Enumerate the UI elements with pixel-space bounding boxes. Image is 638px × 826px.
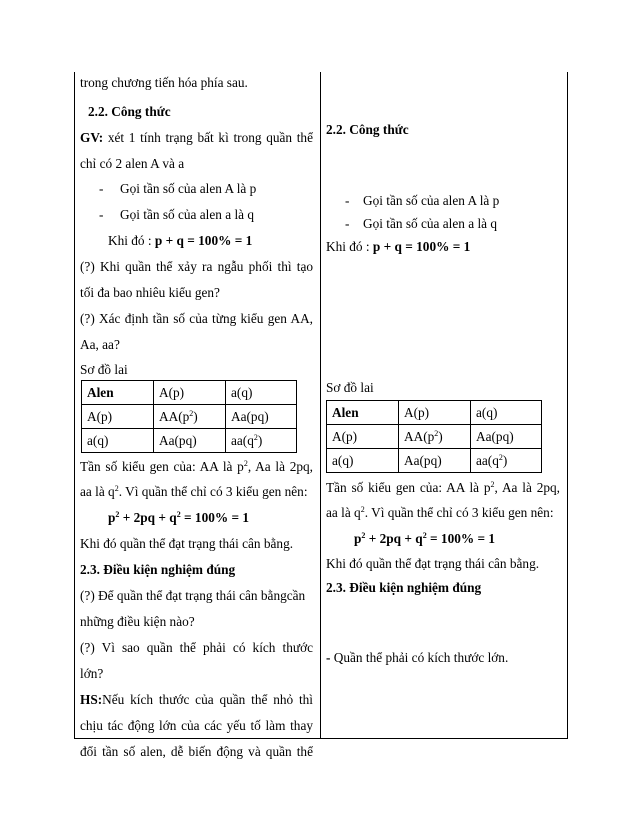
table-cell: $aa(q^2)$ [226,429,297,453]
left-question-2b: Aa, aa? [80,337,120,352]
left-freq-line1: Tần số kiểu gen của: AA là $p^2$, Aa là 2pq, [80,459,313,474]
left-punnett-table [81,380,297,453]
right-so-do-lai: Sơ đồ lai [326,380,374,395]
table-cell: A(p) [399,401,471,425]
left-bullet-dash-2: - [99,207,104,222]
right-bullet-dash-1: - [345,193,350,208]
left-bullet-1: Gọi tần số của alen A là p [120,181,257,196]
table-cell: $AA(p^2)$ [399,425,471,449]
table-cell: A(p) [154,381,226,405]
table-row [327,425,542,449]
left-so-do-lai: Sơ đồ lai [80,362,128,377]
table-cell: a(q) [226,381,297,405]
right-heading-2-2: 2.2. Công thức [326,122,409,137]
left-question-4b: lớn? [80,666,104,681]
right-equilibrium: Khi đó quần thể đạt trạng thái cân bằng. [326,556,540,571]
left-bullet-2: Gọi tần số của alen a là q [120,207,255,222]
table-row [82,405,297,429]
left-question-1a: (?) Khi quần thể xảy ra ngẫu phối thì tạo [80,259,313,274]
gv-label: GV: [80,130,104,145]
table-row [82,381,297,405]
left-question-3a: (?) Để quần thể đạt trạng thái cân bằngcần [80,588,306,603]
left-freq-line2: aa là $q^2$. Vì quần thể chỉ có 3 kiểu gen nên: [80,484,308,499]
column-divider [320,72,321,738]
left-bullet-dash-1: - [99,181,104,196]
right-freq-line2: aa là $q^2$. Vì quần thể chỉ có 3 kiểu gen nên: [326,505,554,520]
left-equilibrium: Khi đó quần thể đạt trạng thái cân bằng. [80,536,294,551]
left-heading-2-3: 2.3. Điều kiện nghiệm đúng [80,562,236,577]
right-bullet-dash-2: - [345,216,350,231]
left-hs-line2: chịu tác động lớn của các yếu tố làm thay [80,718,313,733]
left-hs-line3: đổi tần số alen, dễ biến động và quần thể [80,744,313,759]
table-cell: Alen [82,381,154,405]
left-hs-line1: HS:Nếu kích thước của quần thể nhỏ thì [80,692,313,707]
table-cell: a(q) [82,429,154,453]
table-cell: A(p) [82,405,154,429]
hs-label: HS: [80,692,103,707]
table-row [327,449,542,473]
right-freq-line1: Tần số kiểu gen của: AA là $p^2$, Aa là 2pq, [326,480,560,495]
table-cell: Aa(pq) [399,449,471,473]
table-row [82,429,297,453]
table-row [327,401,542,425]
left-gv-line1: GV: xét 1 tính trạng bất kì trong quần thể [80,130,313,145]
right-condition: - Quần thể phải có kích thước lớn. [326,650,509,665]
left-question-2a: (?) Xác định tần số của từng kiểu gen AA, [80,311,313,326]
left-formula-1: Khi đó : p + q = 100% = 1 [108,233,253,248]
left-question-1b: tối đa bao nhiêu kiểu gen? [80,285,220,300]
table-cell: Aa(pq) [226,405,297,429]
table-cell: A(p) [327,425,399,449]
table-cell: $AA(p^2)$ [154,405,226,429]
right-bullet-1: Gọi tần số của alen A là p [363,193,500,208]
table-cell: $aa(q^2)$ [471,449,542,473]
table-cell: a(q) [327,449,399,473]
right-formula-2: $p^2 + 2pq + q^2 = 100\% = 1$ [354,531,496,546]
right-punnett-table [326,400,542,473]
left-line-intro: trong chương tiến hóa phía sau. [80,75,248,90]
left-gv-line2: chỉ có 2 alen A và a [80,156,185,171]
left-question-3b: những điều kiện nào? [80,614,195,629]
left-heading-2-2: 2.2. Công thức [88,104,171,119]
table-cell: Aa(pq) [471,425,542,449]
right-bullet-2: Gọi tần số của alen a là q [363,216,498,231]
left-formula-2: $p^2 + 2pq + q^2 = 100\% = 1$ [108,510,250,525]
table-cell: Alen [327,401,399,425]
left-question-4a: (?) Vì sao quần thể phải có kích thước [80,640,313,655]
table-cell: Aa(pq) [154,429,226,453]
table-cell: a(q) [471,401,542,425]
right-formula-1: Khi đó : p + q = 100% = 1 [326,239,471,254]
right-heading-2-3: 2.3. Điều kiện nghiệm đúng [326,580,482,595]
